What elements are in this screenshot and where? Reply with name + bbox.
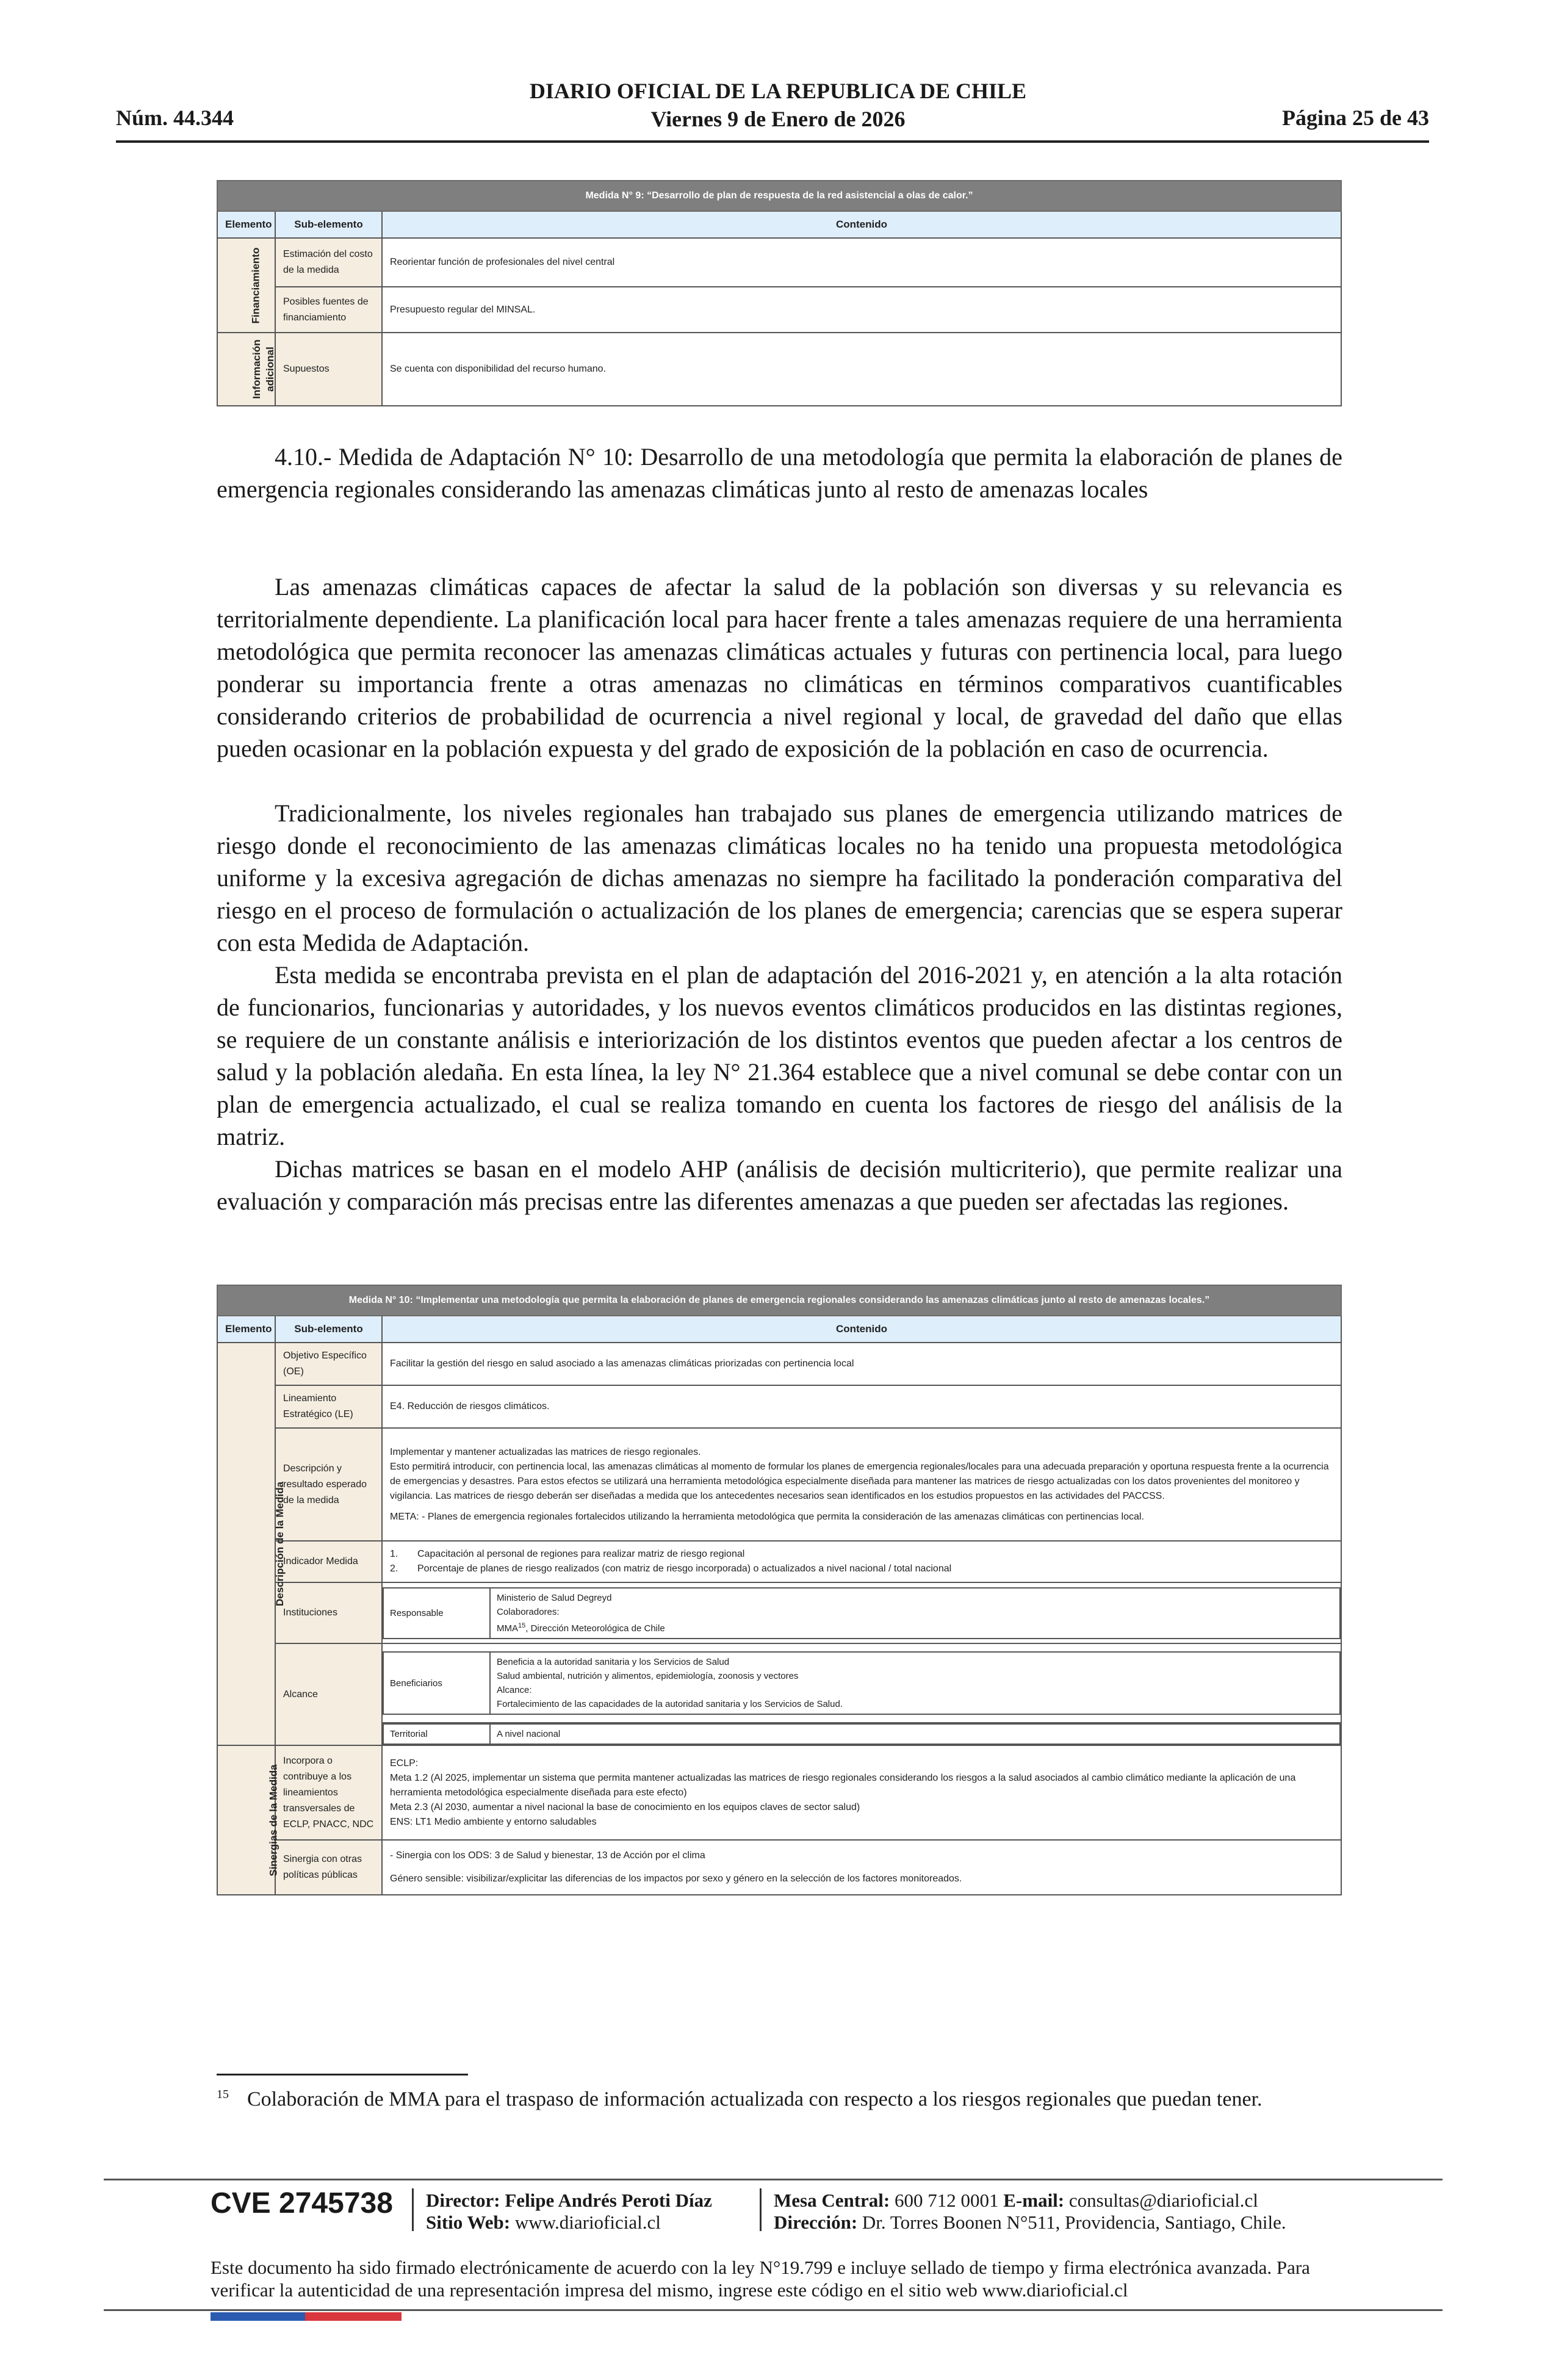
content-beneficiarios [382, 1643, 1341, 1723]
sinergia-line-1: - Sinergia con los ODS: 3 de Salud y bienestar, 13 de Acción por el clima [390, 1850, 705, 1861]
element-descripcion: Descripción de la Medida [217, 1343, 275, 1745]
content-oe: Facilitar la gestión del riesgo en salud asociado a las amenazas climáticas priorizadas con pertinencia local [382, 1343, 1341, 1385]
footnote-text: Colaboración de MMA para el traspaso de información actualizada con respecto a los riesgos regionales que puedan tener. [247, 2088, 1262, 2111]
content-sinergia [382, 1840, 1341, 1895]
subelement-sinergia: Sinergia con otras políticas públicas [275, 1840, 382, 1895]
col-header-subelemento: Sub-elemento [275, 1316, 382, 1343]
director-name: Felipe Andrés Peroti Díaz [505, 2190, 712, 2211]
paragraph-2: Tradicionalmente, los niveles regionales han trabajado sus planes de emergencia utilizando matrices de riesgo donde el reconocimiento de las amenazas climáticas locales no ha tenido una propuesta metodológica uniforme y la excesiva agregación de dichas amenazas no siempre ha facilitado la ponderación comparativa del riesgo en el proceso de formulación o actualización de los planes de emergencia; carencias que se espera superar con esta Medida de Adaptación. [217, 799, 1342, 956]
col-header-elemento: Elemento [217, 1316, 275, 1343]
footnote-rule [217, 2074, 468, 2075]
responsable-label: Responsable [383, 1588, 490, 1639]
footnote [217, 2080, 1342, 2114]
indicator-1: Capacitación al personal de regiones para realizar matriz de riesgo regional [417, 1549, 745, 1559]
journal-header [427, 77, 1129, 133]
verification-note: Este documento ha sido firmado electrónicamente de acuerdo con la ley N°19.799 e incluye sellado de tiempo y firma electrónica avanzada. Para verificar la autenticidad de una representación impresa del mismo, ingrese este código en el sitio web www.diarioficial.cl [211, 2257, 1310, 2301]
content-incorpora: ECLP: Meta 1.2 (Al 2025, implementar un sistema que permita mantener actualizadas las matrices de riesgo regionales considerando los riesgos a la salud asociados al cambio climático mediante la aplicación de una herramienta metodológica especialmente diseñada para este efecto) Meta 2.3 (Al 2030, aumentar a nivel nacional la base de conocimiento en los equipos claves de sector salud) ENS: LT1 Medio ambiente y entorno saludables [382, 1745, 1341, 1840]
content-descripcion [382, 1428, 1341, 1541]
element-informacion-adicional: Información adicional [217, 333, 275, 406]
subelement-descripcion: Descripción y resultado esperado de la medida [275, 1428, 382, 1541]
desc-meta: META: - Planes de emergencia regionales fortalecidos utilizando la herramienta metodológica que permita la consideración de las amenazas climáticas con pertinencias local. [390, 1511, 1144, 1522]
col-header-contenido: Contenido [382, 1316, 1341, 1343]
subelement-fuentes: Posibles fuentes de financiamiento [275, 287, 382, 333]
content-le: E4. Reducción de riesgos climáticos. [382, 1385, 1341, 1428]
section-heading: 4.10.- Medida de Adaptación N° 10: Desarrollo de una metodología que permita la elaboración de planes de emergencia regionales considerando las amenazas climáticas junto al resto de amenazas locales [217, 443, 1342, 503]
footnote-number: 15 [217, 2088, 229, 2101]
measure-10-title: Medida N° 10: “Implementar una metodología que permita la elaboración de planes de emergencia regionales considerando las amenazas climáticas junto al resto de amenazas locales.” [217, 1285, 1341, 1316]
beneficiarios-label: Beneficiarios [383, 1652, 490, 1714]
email-link[interactable]: consultas@diarioficial.cl [1068, 2190, 1258, 2211]
paragraph-3: Esta medida se encontraba prevista en el plan de adaptación del 2016-2021 y, en atención a la alta rotación de funcionarios, funcionarias y autoridades, y los nuevos eventos climáticos producidos en las distintas regiones, se requiere de un constante análisis e interiorización de los distintos eventos que pueden afectar a los centros de salud y la población aledaña. En esta línea, la ley N° 21.364 establece que a nivel comunal se debe contar con un plan de emergencia actualizado, el cual se realiza tomando en cuenta los factores de riesgo del análisis de la matriz. [217, 961, 1342, 1150]
website-link[interactable]: www.diarioficial.cl [514, 2212, 661, 2233]
footer-director-block: Director: Felipe Andrés Peroti Díaz Sitio Web: www.diarioficial.cl [426, 2190, 712, 2233]
subelement-le: Lineamiento Estratégico (LE) [275, 1385, 382, 1428]
element-financiamiento: Financiamiento [217, 238, 275, 333]
footer-rule-top [104, 2179, 1443, 2180]
footnote-ref: 15 [518, 1621, 526, 1629]
indicator-2: Porcentaje de planes de riesgo realizados (con matriz de riesgo incorporada) o actualizados a nivel nacional / total nacional [417, 1563, 952, 1574]
header-rule [116, 140, 1429, 143]
desc-line-1: Implementar y mantener actualizadas las matrices de riesgo regionales. [390, 1446, 701, 1457]
footer-separator [760, 2188, 762, 2231]
subelement-incorpora: Incorpora o contribuye a los lineamientos transversales de ECLP, PNACC, NDC [275, 1745, 382, 1840]
paragraph-1: Las amenazas climáticas capaces de afectar la salud de la población son diversas y su relevancia es territorialmente dependiente. La planificación local para hacer frente a tales amenazas requiere de una herramienta metodológica que permita reconocer las amenazas climáticas actuales y futuras con pertinencia local, para luego ponderar su importancia frente a otras amenazas no climáticas en términos comparativos cuantificables considerando criterios de probabilidad de ocurrencia a nivel regional y local, de gravedad del daño que ellas pueden ocasionar en la población expuesta y del grado de exposición de la población en caso de ocurrencia. [217, 573, 1342, 762]
page-number: Página 25 de 43 [1281, 106, 1429, 130]
col-header-elemento: Elemento [217, 211, 275, 238]
subelement-instituciones: Instituciones [275, 1582, 382, 1643]
subelement-indicador: Indicador Medida [275, 1541, 382, 1582]
issue-date: Viernes 9 de Enero de 2026 [650, 107, 906, 131]
measure-9-title: Medida N° 9: “Desarrollo de plan de respuesta de la red asistencial a olas de calor.” [217, 181, 1341, 211]
footer-contact-block: Mesa Central: 600 712 0001 E-mail: consultas@diarioficial.cl Dirección: Dr. Torres Boonen N°511, Providencia, Santiago, Chile. [774, 2190, 1286, 2233]
measure-9-table [217, 180, 1342, 406]
element-sinergias: Sinergias de la Medida [217, 1745, 275, 1895]
col-header-contenido: Contenido [382, 211, 1341, 238]
footer-rule-bottom [104, 2309, 1443, 2311]
subelement-alcance: Alcance [275, 1643, 382, 1745]
beneficiarios-content: Beneficia a la autoridad sanitaria y los Servicios de Salud Salud ambiental, nutrición y alimentos, epidemiología, zoonosis y vectores Alcance: Fortalecimiento de las capacidades de la autoridad sanitaria y los Servicios de Salud. [490, 1652, 1340, 1714]
address: Dr. Torres Boonen N°511, Providencia, Santiago, Chile. [862, 2212, 1286, 2233]
footer-separator [412, 2188, 414, 2231]
territorial-label: Territorial [383, 1724, 490, 1744]
territorial-content: A nivel nacional [490, 1724, 1340, 1744]
content-costo: Reorientar función de profesionales del nivel central [382, 238, 1341, 287]
cve-code: CVE 2745738 [211, 2187, 393, 2220]
measure-10-table [217, 1285, 1342, 1895]
subelement-oe: Objetivo Específico (OE) [275, 1343, 382, 1385]
responsable-content: Ministerio de Salud Degreyd Colaboradores: MMA$^{15}$, Dirección Meteorológica de Chile [490, 1588, 1340, 1639]
flag-stripe-blue [211, 2312, 305, 2321]
content-territorial [382, 1723, 1341, 1745]
issue-number: Núm. 44.344 [116, 106, 234, 130]
desc-line-2: Esto permitirá introducir, con pertinencia local, las amenazas climáticas al momento de formular los planes de emergencia regionales/locales para una adecuada preparación y oportuna respuesta frente a la ocurrencia de emergencias y desastres. Para estos efectos se utilizará una herramienta metodológica especialmente diseñada para mantener las matrices de riesgo actualizadas con los datos provenientes del monitoreo y vigilancia. Las matrices de riesgo deberán ser diseñadas a medida que los antecedentes necesarios sean identificados en los estudios propuestos en las actividades del PACCSS. [390, 1461, 1329, 1501]
paragraph-4: Dichas matrices se basan en el modelo AHP (análisis de decisión multicriterio), que permite realizar una evaluación y comparación más precisas entre las diferentes amenazas a que pueden ser afectadas las regiones. [217, 1155, 1342, 1215]
content-fuentes: Presupuesto regular del MINSAL. [382, 287, 1341, 333]
content-indicador: 1. Capacitación al personal de regiones para realizar matriz de riesgo regional 2. Porcentaje de planes de riesgo realizados (con matriz de riesgo incorporada) o actualizados a nivel nacional / total nacional [382, 1541, 1341, 1582]
flag-stripe-red [305, 2312, 402, 2321]
sinergia-line-2: Género sensible: visibilizar/explicitar las diferencias de los impactos por sexo y género en la selección de los factores monitoreados. [390, 1873, 962, 1884]
content-instituciones [382, 1582, 1341, 1643]
journal-title: DIARIO OFICIAL DE LA REPUBLICA DE CHILE [529, 79, 1027, 103]
subelement-supuestos: Supuestos [275, 333, 382, 406]
content-supuestos: Se cuenta con disponibilidad del recurso humano. [382, 333, 1341, 406]
subelement-costo: Estimación del costo de la medida [275, 238, 382, 287]
col-header-subelemento: Sub-elemento [275, 211, 382, 238]
phone-number: 600 712 0001 [895, 2190, 999, 2211]
